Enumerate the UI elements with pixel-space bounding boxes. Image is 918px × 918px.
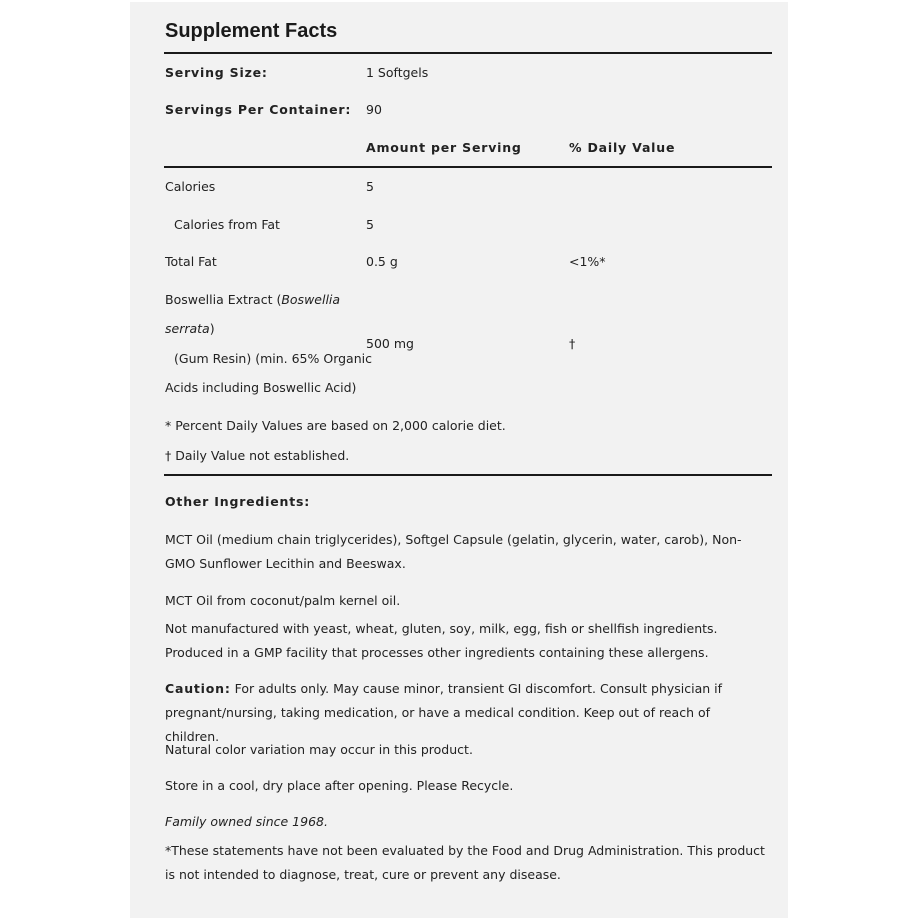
nutrient-name: Total Fat	[165, 254, 217, 269]
other-ingredients-text: MCT Oil (medium chain triglycerides), Softgel Capsule (gelatin, glycerin, water, carob), Non-GMO Sunflower Lecithin and Beeswax.	[165, 532, 742, 571]
footnote-percent-dv: * Percent Daily Values are based on 2,000 calorie diet.	[165, 418, 506, 433]
allergen-statement: Not manufactured with yeast, wheat, gluten, soy, milk, egg, fish or shellfish ingredients. Produced in a GMP facility that processes other ingredients containing these allergens.	[165, 621, 718, 660]
caution-label: Caution:	[165, 681, 231, 696]
servings-per-container-value: 90	[366, 102, 382, 117]
boswellia-name-line1: Boswellia Extract (Boswellia	[165, 292, 341, 307]
nutrient-name: Calories from Fat	[174, 217, 280, 232]
nutrient-amount: 5	[366, 217, 374, 232]
boswellia-name-line2: serrata)	[165, 321, 215, 336]
title-rule	[164, 52, 772, 54]
panel-title: Supplement Facts	[165, 20, 338, 42]
caution-text: For adults only. May cause minor, transient GI discomfort. Consult physician if pregnant/nursing, taking medication, or have a medical condition. Keep out of reach of children.	[165, 681, 723, 744]
serving-size-value: 1 Softgels	[366, 65, 429, 80]
storage-note: Store in a cool, dry place after opening. Please Recycle.	[165, 778, 514, 793]
boswellia-name-line3: (Gum Resin) (min. 65% Organic	[174, 351, 372, 366]
nutrient-daily-value: <1%*	[569, 254, 606, 269]
fda-disclaimer: *These statements have not been evaluated by the Food and Drug Administration. This product is not intended to diagnose, treat, cure or prevent any disease.	[165, 843, 765, 882]
nutrient-amount: 5	[366, 179, 374, 194]
servings-per-container-label: Servings Per Container:	[165, 102, 352, 117]
mct-source-text: MCT Oil from coconut/palm kernel oil.	[165, 593, 401, 608]
serving-size-label: Serving Size:	[165, 65, 268, 80]
amount-per-serving-header: Amount per Serving	[366, 140, 522, 155]
daily-value-header: % Daily Value	[569, 140, 676, 155]
boswellia-amount: 500 mg	[366, 336, 414, 351]
boswellia-name-line4: Acids including Boswellic Acid)	[165, 380, 357, 395]
footnote-rule	[164, 474, 772, 476]
nutrient-amount: 0.5 g	[366, 254, 398, 269]
footnote-dv-not-established: † Daily Value not established.	[165, 448, 350, 463]
supplement-facts-panel	[130, 2, 788, 918]
other-ingredients-label: Other Ingredients:	[165, 494, 311, 509]
nutrient-name: Calories	[165, 179, 216, 194]
color-variation-note: Natural color variation may occur in this product.	[165, 742, 473, 757]
header-rule	[164, 166, 772, 168]
boswellia-daily-value: †	[569, 336, 576, 351]
family-owned-note: Family owned since 1968.	[165, 814, 328, 829]
